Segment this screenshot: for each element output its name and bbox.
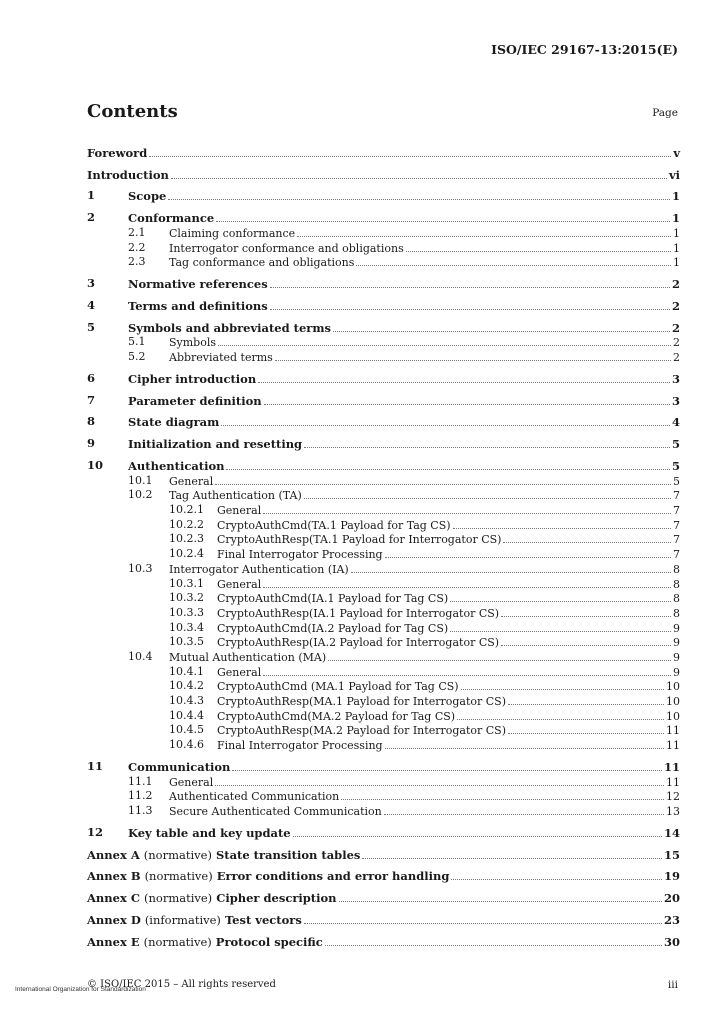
toc-entry-line: [87, 870, 680, 883]
toc-entry-page: 9: [673, 650, 680, 664]
toc-entry-line: [87, 849, 680, 862]
toc-entry-label: CryptoAuthCmd(TA.1 Payload for Tag CS): [217, 518, 451, 532]
toc-annex-entry[interactable]: [87, 927, 680, 949]
dot-leader: [362, 858, 662, 859]
toc-entry-page: 10: [666, 695, 680, 708]
toc-entry[interactable]: [87, 255, 680, 270]
toc-entry[interactable]: [87, 737, 680, 752]
toc-entry-page: 7: [673, 533, 680, 547]
toc-entry-page: 10: [666, 709, 680, 723]
toc-entry-number: 12: [87, 824, 104, 839]
toc-entry[interactable]: [87, 752, 680, 774]
toc-entry-line: [87, 392, 680, 408]
toc-entry-number: 1: [87, 188, 96, 203]
dot-leader: [450, 631, 671, 632]
toc-entry-page: 1: [671, 211, 680, 226]
toc-entry-label: CryptoAuthCmd(IA.2 Payload for Tag CS): [217, 621, 449, 635]
toc-entry-number: 2.3: [128, 255, 146, 269]
toc-entry-label: CryptoAuthCmd(MA.2 Payload for Tag CS): [217, 709, 456, 723]
toc-entry-number: 5.2: [128, 350, 146, 364]
toc-entry-number: 10.2.1: [169, 503, 204, 517]
toc-entry[interactable]: [87, 203, 680, 225]
annex-title: Test vectors: [224, 912, 302, 927]
toc-entry-line: [87, 278, 680, 291]
toc-entry-line: [87, 147, 680, 160]
toc-entry-number: 10.2: [128, 488, 153, 502]
annex-prefix: Annex B: [87, 869, 141, 884]
dot-leader: [215, 484, 671, 485]
dot-leader: [304, 923, 662, 924]
toc-entry-line: [87, 256, 680, 269]
toc-entry[interactable]: [87, 517, 680, 532]
toc-annex-entry[interactable]: [87, 883, 680, 905]
toc-entry-page: 11: [663, 759, 680, 774]
annex-title: Protocol specific: [215, 934, 323, 949]
toc-entry-line: [87, 563, 680, 576]
toc-entry-page: 2: [671, 277, 680, 292]
toc-entry-number: 10: [87, 458, 104, 472]
toc-entry-line: [87, 169, 680, 182]
page-column-label: Page: [652, 107, 678, 119]
toc-entry-label: Secure Authenticated Communication: [169, 804, 382, 818]
dot-leader: [450, 601, 671, 602]
toc-entry-label: CryptoAuthCmd (MA.1 Payload for Tag CS): [217, 680, 459, 694]
toc-entry-line: [87, 758, 680, 774]
toc-entry-page: 5: [671, 459, 680, 473]
toc-entry-line: [87, 351, 680, 364]
toc-entry-page: 1: [673, 256, 680, 270]
dot-leader: [385, 557, 671, 558]
dot-leader: [221, 425, 670, 426]
toc-entry[interactable]: [87, 291, 680, 313]
toc-entry-label: State diagram: [128, 415, 220, 430]
toc-entry-page: 8: [673, 606, 680, 620]
toc-entry-number: 10.4.4: [169, 708, 204, 722]
dot-leader: [356, 265, 671, 266]
dot-leader: [508, 733, 664, 734]
annex-label: [87, 914, 303, 927]
toc-entry[interactable]: [87, 818, 680, 840]
toc-entry-page: 7: [673, 518, 680, 532]
dot-leader: [149, 156, 671, 157]
dot-leader: [304, 498, 671, 499]
page-number: iii: [667, 979, 678, 991]
toc-entry-label: Key table and key update: [128, 825, 291, 840]
toc-entry[interactable]: [87, 561, 680, 576]
dot-leader: [171, 178, 667, 179]
toc-entry-page: 8: [673, 562, 680, 576]
toc-entry-line: [87, 319, 680, 335]
toc-entry-label: Foreword: [87, 145, 148, 160]
dot-leader: [325, 945, 662, 946]
toc-entry-line: [87, 475, 680, 488]
toc-entry[interactable]: [87, 488, 680, 503]
dot-leader: [351, 572, 671, 573]
toc-entry-line: [87, 936, 680, 949]
toc-entry-label: Cipher introduction: [128, 371, 257, 386]
toc-entry-label: Authentication: [128, 459, 225, 473]
toc-entry-label: General: [169, 775, 214, 789]
toc-entry-page: 1: [673, 226, 680, 240]
toc-entry[interactable]: [87, 182, 680, 204]
toc-entry-page: 2: [671, 320, 680, 335]
toc-entry-line: [87, 805, 680, 818]
toc-entry-label: Abbreviated terms: [169, 351, 273, 365]
toc-entry[interactable]: [87, 803, 680, 818]
dot-leader: [258, 382, 670, 383]
toc-entry-page: 11: [666, 775, 680, 789]
toc-entry-number: 10.3.2: [169, 591, 204, 605]
toc-entry-page: 4: [671, 415, 680, 430]
toc-entry-line: [87, 212, 680, 225]
dot-leader: [263, 675, 671, 676]
toc-entry-label: Final Interrogator Processing: [217, 739, 383, 753]
toc-entry[interactable]: [87, 605, 680, 620]
toc-entry-line: [87, 651, 680, 664]
toc-entry[interactable]: [87, 789, 680, 804]
document-id: ISO/IEC 29167-13:2015(E): [491, 42, 678, 57]
toc-entry[interactable]: [87, 591, 680, 606]
toc-entry-number: 9: [87, 436, 96, 451]
toc-entry-page: 30: [663, 934, 680, 949]
dot-leader: [270, 309, 670, 310]
toc-entry-label: Parameter definition: [128, 393, 262, 408]
dot-leader: [453, 528, 671, 529]
toc-entry-label: Symbols and abbreviated terms: [128, 320, 331, 335]
toc-entry-number: 3: [87, 276, 96, 291]
toc-entry[interactable]: [87, 635, 680, 650]
toc-entry-page: 7: [673, 489, 680, 503]
dot-leader: [216, 221, 670, 222]
toc-entry-number: 11.2: [128, 789, 153, 803]
toc-entry[interactable]: [87, 664, 680, 679]
annex-title: State transition tables: [215, 847, 361, 862]
toc-entry-label: Normative references: [128, 277, 268, 292]
toc-entry-number: 10.4.3: [169, 694, 204, 707]
toc-entry-number: 11: [87, 758, 104, 773]
toc-entry-number: 2.1: [128, 225, 146, 239]
toc-entry-page: 2: [671, 298, 680, 313]
toc-entry-number: 11.1: [128, 774, 153, 788]
toc-entry-line: [87, 370, 680, 386]
dot-leader: [457, 719, 664, 720]
toc-entry[interactable]: [87, 693, 680, 708]
dot-leader: [218, 345, 671, 346]
toc-entry[interactable]: [87, 679, 680, 694]
dot-leader: [333, 331, 670, 332]
toc-entry[interactable]: [87, 408, 680, 430]
annex-prefix: Annex C: [87, 891, 140, 906]
dot-leader: [384, 814, 664, 815]
toc-entry[interactable]: [87, 576, 680, 591]
toc-entry-number: 2: [87, 210, 96, 225]
toc-entry-number: 11.3: [128, 803, 153, 817]
toc-entry-label: CryptoAuthResp(MA.1 Payload for Interrogator CS): [217, 695, 506, 708]
toc-entry-line: [87, 790, 680, 803]
toc-entry[interactable]: [87, 313, 680, 335]
annex-kind: (normative): [144, 869, 213, 884]
toc-entry-page: 9: [673, 665, 680, 679]
toc-entry-label: Mutual Authentication (MA): [169, 650, 327, 664]
dot-leader: [501, 616, 671, 617]
toc-entry-line: [87, 242, 680, 255]
toc-entry-line: [87, 438, 680, 451]
toc-entry-number: 5.1: [128, 335, 146, 349]
toc-entry-number: 6: [87, 370, 96, 385]
toc-entry-number: 10.2.2: [169, 517, 204, 531]
dot-leader: [168, 199, 670, 200]
toc-entry-line: [87, 416, 680, 429]
dot-leader: [270, 287, 670, 288]
toc-entry-label: Interrogator Authentication (IA): [169, 562, 349, 576]
toc-entry[interactable]: [87, 502, 680, 517]
annex-label: [87, 849, 361, 862]
dot-leader: [304, 447, 670, 448]
dot-leader: [264, 404, 670, 405]
annex-label: [87, 936, 324, 949]
toc-entry-number: 10.3.1: [169, 576, 204, 590]
toc-entry[interactable]: [87, 546, 680, 561]
dot-leader: [275, 360, 671, 361]
toc-entry-page: 19: [663, 869, 680, 884]
toc-entry-page: 5: [671, 437, 680, 452]
toc-entry[interactable]: [87, 335, 680, 350]
toc-entry-label: Tag conformance and obligations: [169, 256, 355, 270]
annex-kind: (informative): [144, 912, 221, 927]
dot-leader: [461, 689, 664, 690]
toc-entry[interactable]: [87, 225, 680, 240]
dot-leader: [215, 785, 664, 786]
toc-entry-line: [87, 297, 680, 313]
table-of-contents: [87, 138, 680, 949]
dot-leader: [385, 748, 664, 749]
toc-entry-page: 8: [673, 592, 680, 606]
toc-annex-entry[interactable]: [87, 905, 680, 927]
dot-leader: [501, 645, 671, 646]
dot-leader: [297, 236, 671, 237]
dot-leader: [263, 587, 671, 588]
toc-entry-number: 10.3: [128, 561, 153, 575]
toc-entry-label: General: [217, 577, 262, 591]
annex-kind: (normative): [143, 934, 212, 949]
toc-entry-label: Communication: [128, 759, 231, 774]
toc-entry-page: 1: [671, 189, 680, 204]
toc-annex-entry[interactable]: [87, 862, 680, 884]
toc-entry-page: 9: [673, 621, 680, 635]
toc-entry-label: CryptoAuthResp(TA.1 Payload for Interrogator CS): [217, 533, 502, 547]
toc-entry-page: 1: [673, 241, 680, 255]
annex-prefix: Annex A: [87, 847, 140, 862]
toc-entry[interactable]: [87, 160, 680, 182]
toc-entry-page: 13: [666, 804, 680, 818]
contents-heading: Contents: [87, 101, 178, 122]
annex-label: [87, 870, 450, 883]
toc-entry-number: 7: [87, 392, 96, 407]
toc-entry-number: 10.3.5: [169, 635, 204, 649]
toc-entry[interactable]: [87, 269, 680, 291]
toc-entry-label: Symbols: [169, 336, 217, 350]
toc-entry-number: 4: [87, 297, 96, 312]
toc-entry-number: 10.4.1: [169, 664, 204, 678]
toc-entry-label: Final Interrogator Processing: [217, 548, 383, 562]
toc-entry-line: [87, 776, 680, 789]
toc-entry[interactable]: [87, 723, 680, 738]
toc-entry-number: 10.1: [128, 473, 153, 487]
annex-kind: (normative): [144, 891, 213, 906]
toc-entry[interactable]: [87, 451, 680, 473]
copyright-notice: © ISO/IEC 2015 – All rights reserved: [87, 979, 276, 990]
toc-entry-label: General: [217, 665, 262, 679]
toc-entry-label: CryptoAuthResp(MA.2 Payload for Interrogator CS): [217, 724, 506, 738]
dot-leader: [341, 799, 664, 800]
toc-entry-line: [87, 892, 680, 905]
toc-entry-page: 3: [671, 393, 680, 408]
annex-prefix: Annex D: [87, 912, 141, 927]
toc-entry-page: 2: [673, 336, 680, 350]
toc-entry-number: 2.2: [128, 240, 146, 254]
toc-entry-label: General: [217, 504, 262, 518]
dot-leader: [328, 660, 671, 661]
toc-entry-page: 8: [673, 577, 680, 591]
toc-entry[interactable]: [87, 138, 680, 160]
toc-entry[interactable]: [87, 349, 680, 364]
toc-entry-label: Terms and definitions: [128, 298, 268, 313]
toc-entry-page: 23: [663, 912, 680, 927]
toc-entry-page: 9: [673, 636, 680, 650]
toc-entry-number: 5: [87, 319, 96, 334]
toc-entry-page: 20: [663, 891, 680, 906]
toc-entry-label: Authenticated Communication: [169, 790, 340, 804]
toc-entry-label: General: [169, 474, 214, 488]
dot-leader: [451, 879, 662, 880]
dot-leader: [339, 901, 662, 902]
toc-entry-label: Initialization and resetting: [128, 437, 303, 452]
toc-entry-line: [87, 914, 680, 927]
toc-entry[interactable]: [87, 532, 680, 547]
toc-entry-number: 10.4.2: [169, 679, 204, 693]
toc-entry-page: 12: [666, 790, 680, 804]
toc-entry[interactable]: [87, 708, 680, 723]
toc-entry-page: 14: [663, 825, 680, 840]
toc-entry-page: 3: [671, 371, 680, 386]
dot-leader: [406, 251, 671, 252]
toc-entry-label: Interrogator conformance and obligations: [169, 241, 404, 255]
toc-entry-number: 10.4.6: [169, 738, 204, 752]
toc-entry[interactable]: [87, 240, 680, 255]
toc-entry-line: [87, 190, 680, 203]
toc-entry-page: 2: [673, 351, 680, 365]
toc-entry-number: 10.4: [128, 649, 153, 663]
toc-entry-line: [87, 227, 680, 240]
toc-entry-page: 7: [673, 548, 680, 562]
watermark-text: International Organization for Standardization: [15, 986, 146, 993]
toc-entry-page: 15: [663, 847, 680, 862]
dot-leader: [293, 836, 662, 837]
toc-entry-line: [87, 824, 680, 840]
toc-entry-label: CryptoAuthResp(IA.1 Payload for Interrogator CS): [217, 606, 500, 620]
dot-leader: [503, 542, 671, 543]
toc-entry-number: 10.2.4: [169, 547, 204, 561]
annex-title: Cipher description: [216, 891, 337, 906]
toc-entry[interactable]: [87, 774, 680, 789]
toc-entry[interactable]: [87, 620, 680, 635]
toc-entry-number: 10.3.4: [169, 620, 204, 634]
toc-entry-page: vi: [668, 167, 680, 182]
annex-label: [87, 892, 338, 905]
toc-entry-page: 11: [666, 739, 680, 753]
toc-entry-label: Conformance: [128, 211, 215, 226]
toc-entry-page: 5: [673, 474, 680, 488]
toc-annex-entry[interactable]: [87, 840, 680, 862]
dot-leader: [263, 513, 671, 514]
toc-entry[interactable]: [87, 649, 680, 664]
toc-entry-number: 10.3.3: [169, 605, 204, 619]
toc-entry-line: [87, 489, 680, 502]
toc-entry-number: 10.2.3: [169, 532, 204, 546]
toc-entry-label: Scope: [128, 189, 167, 204]
dot-leader: [226, 469, 670, 470]
toc-entry-label: Tag Authentication (TA): [169, 489, 302, 503]
toc-entry[interactable]: [87, 473, 680, 488]
dot-leader: [232, 770, 662, 771]
toc-entry[interactable]: [87, 364, 680, 386]
annex-prefix: Annex E: [87, 934, 140, 949]
toc-entry-label: CryptoAuthCmd(IA.1 Payload for Tag CS): [217, 592, 449, 606]
annex-kind: (normative): [143, 847, 212, 862]
toc-entry[interactable]: [87, 386, 680, 408]
annex-title: Error conditions and error handling: [216, 869, 450, 884]
toc-entry-page: 10: [666, 680, 680, 694]
toc-entry-page: 11: [666, 724, 680, 738]
toc-entry-page: 7: [673, 504, 680, 518]
toc-entry-number: 8: [87, 414, 96, 429]
toc-entry-label: Introduction: [87, 167, 169, 182]
toc-entry-label: Claiming conformance: [169, 226, 296, 240]
toc-entry-page: v: [673, 145, 680, 160]
toc-entry-line: [87, 460, 680, 473]
toc-entry-line: [87, 336, 680, 349]
toc-entry-number: 10.4.5: [169, 723, 204, 737]
dot-leader: [508, 704, 664, 705]
toc-entry[interactable]: [87, 429, 680, 451]
toc-entry-label: CryptoAuthResp(IA.2 Payload for Interrogator CS): [217, 636, 500, 650]
